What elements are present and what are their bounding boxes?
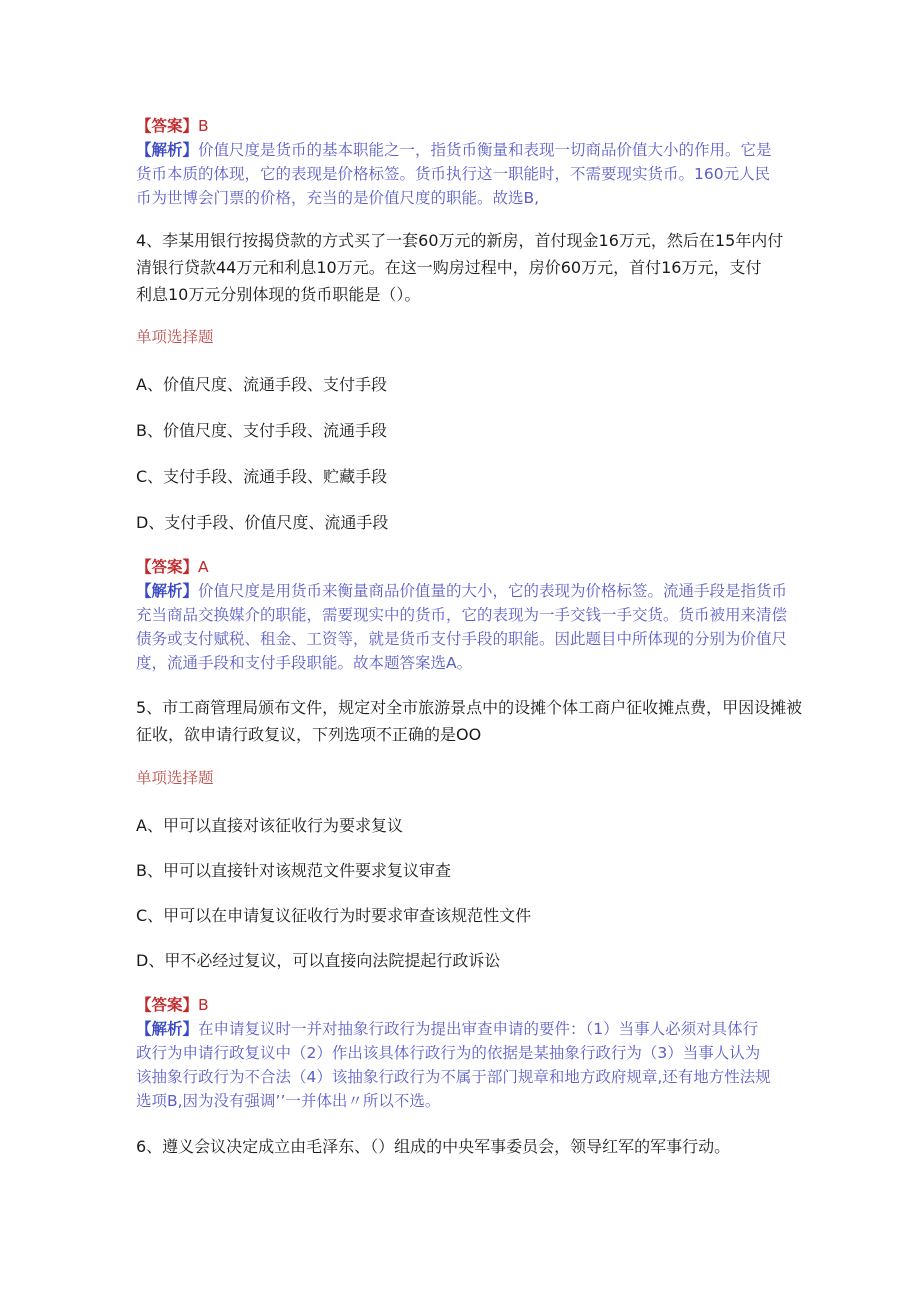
explanation-line: [136, 579, 786, 603]
question-text: 征收，欲申请行政复议，下列选项不正确的是OO: [136, 725, 482, 744]
explanation-text: 币为世博会门票的价格，充当的是价值尺度的职能。故选B,: [136, 189, 540, 207]
answer-line: [136, 555, 786, 579]
answer-block-q5: [136, 993, 786, 1113]
question-5-stem: [136, 694, 803, 748]
explanation-text: 价值尺度是货币的基本职能之一，指货币衡量和表现一切商品价值大小的作用。它是: [198, 141, 772, 159]
answer-block-q4: [136, 555, 786, 675]
question-6-stem: [136, 1133, 786, 1160]
explanation-text: 充当商品交换媒介的职能，需要现实中的货币，它的表现为一手交钱一手交货。货币被用来清偿: [136, 606, 788, 624]
explanation-label: 【解析】: [136, 582, 199, 600]
option-d[interactable]: D、支付手段、价值尺度、流通手段: [136, 513, 389, 532]
answer-value: B: [198, 117, 209, 135]
explanation-text: 该抽象行政行为不合法（4）该抽象行政行为不属于部门规章和地方政府规章,还有地方性法规: [136, 1068, 771, 1086]
option-a[interactable]: A、价值尺度、流通手段、支付手段: [136, 375, 387, 394]
question-4-stem: [136, 227, 786, 308]
question-type-label: 单项选择题: [136, 769, 214, 787]
answer-line: [136, 993, 786, 1017]
explanation-label: 【解析】: [136, 1020, 199, 1038]
explanation-text: 度，流通手段和支付手段职能。故本题答案选A。: [136, 654, 473, 672]
explanation-text: 在申请复议时一并对抽象行政行为提出审查申请的要件：（1）当事人必须对具体行: [198, 1020, 759, 1038]
option-c[interactable]: C、甲可以在申请复议征收行为时要求审查该规范性文件: [136, 906, 532, 925]
question-type-label: 单项选择题: [136, 328, 214, 346]
question-text: 利息10万元分别体现的货币职能是（）。: [136, 285, 421, 304]
explanation-text: 价值尺度是用货币来衡量商品价值量的大小，它的表现为价格标签。流通手段是指货币: [198, 582, 788, 600]
answer-label: 【答案】: [136, 996, 199, 1014]
answer-block-q3: [136, 114, 786, 210]
question-text: 6、遵义会议决定成立由毛泽东、（）组成的中央军事委员会，领导红军的军事行动。: [136, 1137, 731, 1156]
explanation-text: 债务或支付赋税、租金、工资等，就是货币支付手段的职能。因此题目中所体现的分别为价值尺: [136, 630, 788, 648]
explanation-text: 政行为申请行政复议中（2）作出该具体行政行为的依据是某抽象行政行为（3）当事人认为: [136, 1044, 761, 1062]
explanation-line: [136, 138, 786, 162]
answer-label: 【答案】: [136, 558, 199, 576]
explanation-label: 【解析】: [136, 141, 199, 159]
option-b[interactable]: B、甲可以直接针对该规范文件要求复议审查: [136, 861, 451, 880]
option-a[interactable]: A、甲可以直接对该征收行为要求复议: [136, 816, 403, 835]
option-c[interactable]: C、支付手段、流通手段、贮藏手段: [136, 467, 388, 486]
answer-label: 【答案】: [136, 117, 199, 135]
explanation-line: [136, 1017, 786, 1041]
option-d[interactable]: D、甲不必经过复议，可以直接向法院提起行政诉讼: [136, 951, 501, 970]
option-b[interactable]: B、价值尺度、支付手段、流通手段: [136, 421, 387, 440]
explanation-text: 货币本质的体现，它的表现是价格标签。货币执行这一职能时，不需要现实货币。160元人民: [136, 165, 771, 183]
answer-line: [136, 114, 786, 138]
explanation-text: 选项B,因为没有强调’’一并体出〃所以不选。: [136, 1092, 441, 1110]
question-text: 清银行贷款44万元和利息10万元。在这一购房过程中，房价60万元，首付16万元，支付: [136, 258, 762, 277]
answer-value: B: [198, 996, 209, 1014]
question-text: 4、李某用银行按揭贷款的方式买了一套60万元的新房，首付现金16万元，然后在15年内付: [136, 231, 784, 250]
answer-value: A: [198, 558, 209, 576]
question-text: 5、市工商管理局颁布文件，规定对全市旅游景点中的设摊个体工商户征收摊点费，甲因设摊被: [136, 698, 803, 717]
